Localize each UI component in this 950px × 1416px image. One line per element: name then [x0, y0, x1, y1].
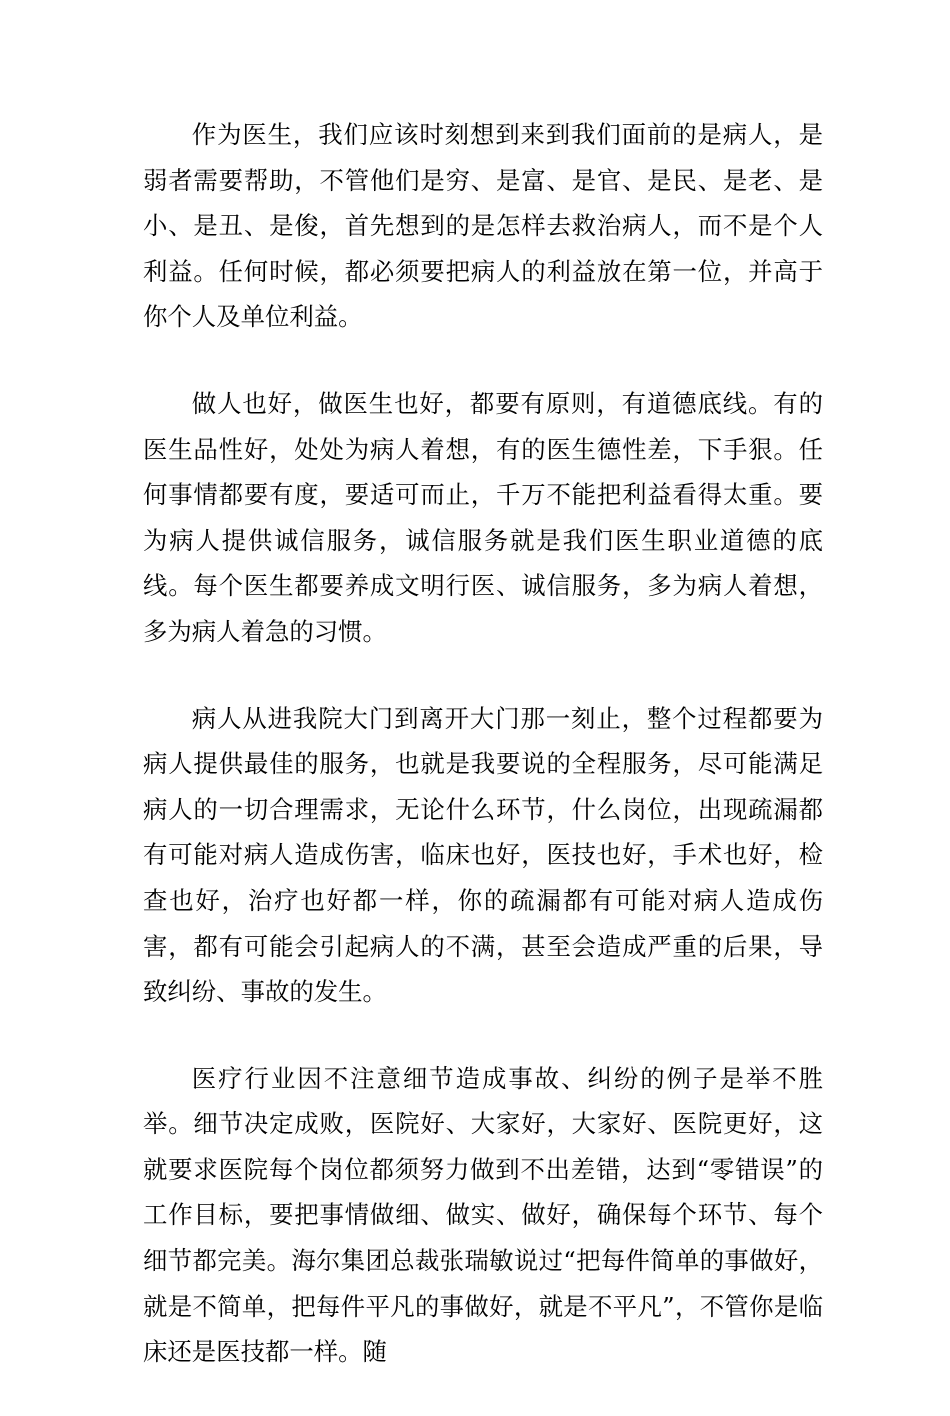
paragraph-4: 医疗行业因不注意细节造成事故、纠纷的例子是举不胜举。细节决定成败，医院好、大家好，大家好、医院更好，这就要求医院每个岗位都须努力做到不出差错，达到“零错误”的工作目标，要把事情做细、做实、做好，确保每个环节、每个细节都完美。海尔集团总裁张瑞敏说过“把每件简单的事做好，就是不简单，把每件平凡的事做好，就是不平凡”，不管你是临床还是医技都一样。随 [143, 1063, 823, 1367]
paragraph-1: 作为医生，我们应该时刻想到来到我们面前的是病人，是弱者需要帮助，不管他们是穷、是富、是官、是民、是老、是小、是丑、是俊，首先想到的是怎样去救治病人，而不是个人利益。任何时候，都必须要把病人的利益放在第一位，并高于你个人及单位利益。 [143, 120, 823, 332]
document-body [143, 112, 823, 1416]
paragraph-3: 病人从进我院大门到离开大门那一刻止，整个过程都要为病人提供最佳的服务，也就是我要说的全程服务，尽可能满足病人的一切合理需求，无论什么环节，什么岗位，出现疏漏都有可能对病人造成伤害，临床也好，医技也好，手术也好，检查也好，治疗也好都一样，你的疏漏都有可能对病人造成伤害，都有可能会引起病人的不满，甚至会造成严重的后果，导致纠纷、事故的发生。 [143, 703, 823, 1007]
paragraph-2: 做人也好，做医生也好，都要有原则，有道德底线。有的医生品性好，处处为病人着想，有的医生德性差，下手狠。任何事情都要有度，要适可而止，千万不能把利益看得太重。要为病人提供诚信服务，诚信服务就是我们医生职业道德的底线。每个医生都要养成文明行医、诚信服务，多为病人着想，多为病人着急的习惯。 [143, 388, 823, 646]
